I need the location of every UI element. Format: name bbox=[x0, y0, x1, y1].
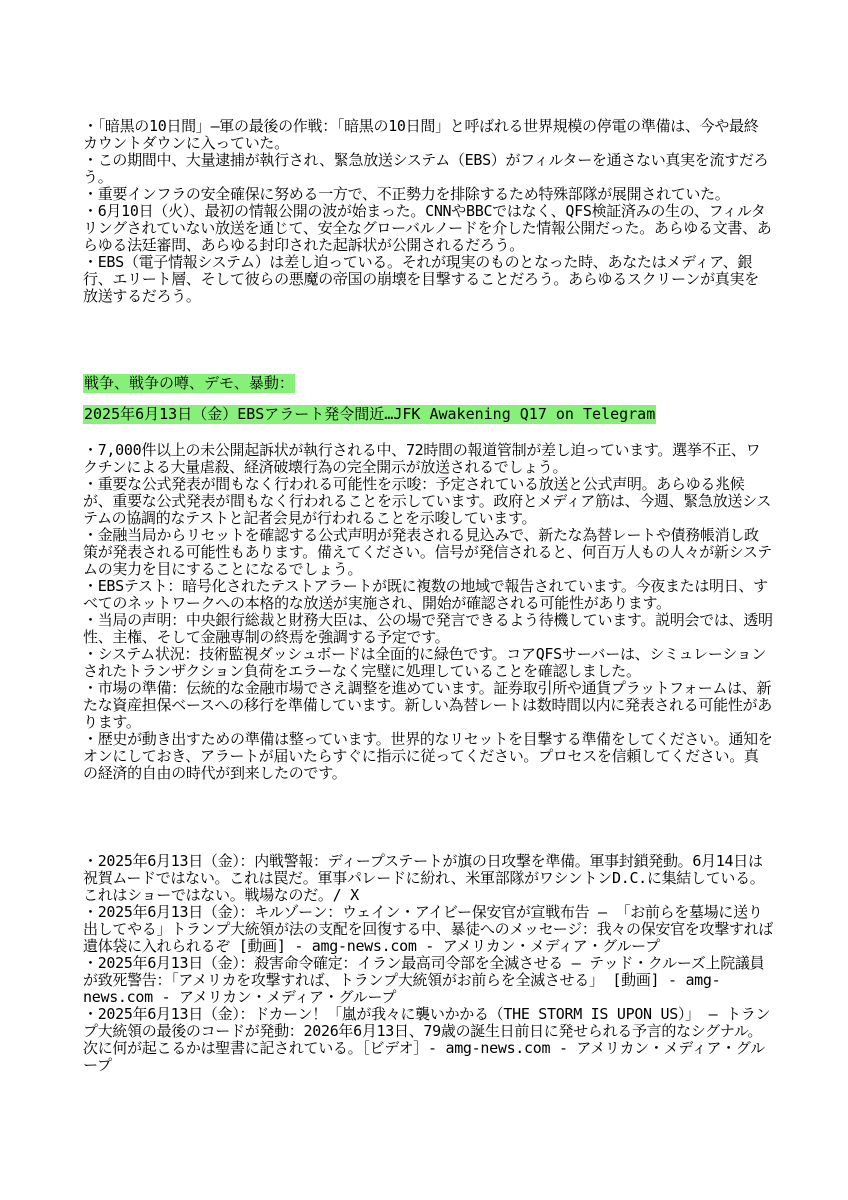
news-item: ・2025年6月13日（金）：殺害命令確定：イラン最高司令部を全滅させる — テッド・クルーズ上院議員が致死警告：「アメリカを攻撃すれば、トランプ大統領がお前らを全滅させる」 [動画] - amg-news.com - アメリカン・メディア・グループ bbox=[83, 954, 765, 1006]
bullet-paragraph: ・重要な公式発表が間もなく行われる可能性を示唆：予定されている放送と公式声明。あらゆる兆候が、重要な公式発表が間もなく行われることを示しています。政府とメディア筋は、今週、緊急放送システムの協調的なテストと記者会見が行われることを示唆しています。 bbox=[83, 475, 772, 527]
bullet-paragraph: ・歴史が動き出すための準備は整っています。世界的なリセットを目撃する準備をしてください。通知をオンにしておき、アラートが届いたらすぐに指示に従ってください。プロセスを信頼してください。真の経済的自由の時代が到来したのです。 bbox=[83, 730, 773, 782]
news-item: ・2025年6月13日（金）：ドカーン！「嵐が我々に襲いかかる（THE STORM IS UPON US）」 — トランプ大統領の最後のコードが発動：2026年6月13日、79歳の誕生日前日に発せられる予言的なシグナル。次に何が起こるかは聖書に記されている。［ビデオ］- amg-news.com - アメリカン・メディア・グループ bbox=[83, 1005, 771, 1074]
news-item: ・2025年6月13日（金）：キルゾーン：ウェイン・アイビー保安官が宣戦布告 — 「お前らを墓場に送り出してやる」トランプ大統領が法の支配を回復する中、暴徒へのメッセージ：我々の保安官を攻撃すれば遺体袋に入れられるぞ [動画] - amg-news.com - アメリカン・メディア・グループ bbox=[83, 903, 774, 955]
section-heading: 戦争、戦争の噂、デモ、暴動： bbox=[84, 374, 294, 392]
bullet-paragraph: ・この期間中、大量逮捕が執行され、緊急放送システム（EBS）がフィルターを通さない真実を流すだろう。 bbox=[83, 151, 769, 186]
bullet-paragraph: ・市場の準備：伝統的な金融市場でさえ調整を進めています。証券取引所や通貨プラットフォームは、新たな資産担保ベースへの移行を準備しています。新しい為替レートは数時間以内に発表される可能性があります。 bbox=[83, 679, 772, 731]
intro-section bbox=[83, 118, 773, 305]
bullet-paragraph: ・当局の声明：中央銀行総裁と財務大臣は、公の場で発言できるよう待機しています。説明会では、透明性、主権、そして金融専制の終焉を強調する予定です。 bbox=[83, 611, 773, 646]
news-list-section bbox=[83, 853, 773, 1074]
bullet-paragraph: ・重要インフラの安全確保に努める一方で、不正勢力を排除するため特殊部隊が展開されていた。 bbox=[83, 185, 730, 203]
news-item: ・2025年6月13日（金）：内戦警報：ディープステートが旗の日攻撃を準備。軍事封鎖発動。6月14日は祝賀ムードではない。これは罠だ。軍事パレードに紛れ、米軍部隊がワシントンD.C.に集結している。これはショーではない。戦場なのだ。/ X bbox=[83, 852, 765, 904]
ebs-alert-section bbox=[83, 442, 773, 782]
bullet-paragraph: ・「暗黒の10日間」—軍の最後の作戦：「暗黒の10日間」と呼ばれる世界規模の停電の準備は、今や最終カウントダウンに入っていた。 bbox=[83, 117, 759, 152]
bullet-paragraph: ・EBSテスト：暗号化されたテストアラートが既に複数の地域で報告されています。今夜または明日、すべてのネットワークへの本格的な放送が実施され、開始が確認される可能性があります。 bbox=[83, 577, 768, 612]
bullet-paragraph: ・7,000件以上の未公開起訴状が執行される中、72時間の報道管制が差し迫っています。選挙不正、ワクチンによる大量虐殺、経済破壊行為の完全開示が放送されるでしょう。 bbox=[83, 441, 761, 476]
bullet-paragraph: ・システム状況：技術監視ダッシュボードは全面的に緑色です。コアQFSサーバーは、シミュレーションされたトランザクション負荷をエラーなく完璧に処理していることを確認しました。 bbox=[83, 645, 767, 680]
bullet-paragraph: ・金融当局からリセットを確認する公式声明が発表される見込みで、新たな為替レートや債務帳消し政策が発表される可能性もあります。備えてください。信号が発信されると、何百万人もの人々が新システムの実力を目にすることになるでしょう。 bbox=[83, 526, 772, 578]
article-title-heading: 2025年6月13日（金）EBSアラート発令間近…JFK Awakening Q17 on Telegram bbox=[84, 405, 656, 423]
bullet-paragraph: ・EBS（電子情報システム）は差し迫っている。それが現実のものとなった時、あなたはメディア、銀行、エリート層、そして彼らの悪魔の帝国の崩壊を目撃することだろう。あらゆるスクリーンが真実を放送するだろう。 bbox=[83, 253, 759, 305]
bullet-paragraph: ・6月10日（火）、最初の情報公開の波が始まった。CNNやBBCではなく、QFS検証済みの生の、フィルタリングされていない放送を通じて、安全なグローバルノードを介した情報公開だった。あらゆる文書、あらゆる法廷審問、あらゆる封印された起訴状が公開されるだろう。 bbox=[83, 202, 772, 254]
